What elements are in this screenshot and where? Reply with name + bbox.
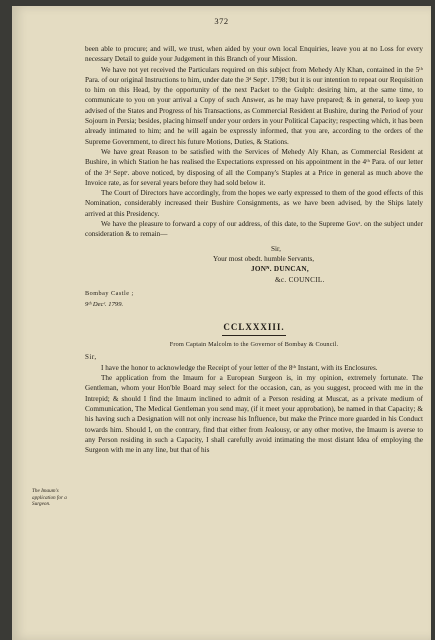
letter-date: 9ᵗʰ Decʳ. 1799. [85, 300, 124, 308]
letter-salutation: Sir, [85, 353, 97, 362]
paragraph: We have not yet received the Particulars required on this subject from Mehedy Aly Khan, contained in the 5ᵗʰ Para. of our original Instructions to him, under date the 3ᵈ Septʳ. 1798; but it is our intention to repeat our Requisition to him on this Head, by the opportunity of the next Packet to the Gulph: desiring him, at the same time, to communicate to you on your arrival a Copy of such Answer, as he may have prepared; & in general, to keep you advised of the States and Progress of his Transactions, as Commercial Resident at Bushire, during the Period of your Sojourn in Persia; besides, placing himself under your orders in your Political Capacity; respecting which, it has been already intimated to him; and he will again be expressly informed, that you are, according to the orders of the Supreme Government, to direct his future Motions, Duties, & Stations. [85, 65, 423, 146]
paragraph: We have the pleasure to forward a copy of our address, of this date, to the Supreme Govᵗ. on the subject under consideration & to remain— [85, 220, 423, 239]
margin-note: The Imaum's application for a Surgeon. [32, 488, 67, 508]
letter-heading: From Captain Malcolm to the Governor of Bombay & Council. [169, 341, 339, 349]
paragraph: The Court of Directors have accordingly, from the hopes we early expressed to them of the good effects of this Nomination, considerably increased their Bushire Consignments, as we have been advised, by the Ships lately arrived at this Presidency. [85, 189, 423, 218]
signature-salutation: Sir, [271, 244, 281, 253]
signature-closing: Your most obedt. humble Servants, [213, 255, 315, 264]
page-body [85, 44, 423, 455]
signature-council: &c. COUNCIL. [275, 275, 325, 284]
paragraph: I have the honor to acknowledge the Receipt of your letter of the 8ᵗʰ Instant, with its Enclosures. [101, 363, 378, 372]
book-page [12, 6, 431, 640]
signature-block [85, 244, 423, 286]
divider [222, 335, 286, 336]
page-number: 372 [214, 16, 229, 26]
paragraph: We have great Reason to be satisfied with the Services of Mehedy Aly Khan, as Commercial Resident at Bushire, in which Station he has realised the Expectations expressed on his appointment in the 4ᵗʰ Para. of our letter of the 3ᵈ Septʳ. above noticed, by disposing of all the Company's Staples at a Price in general as much above the Invoice rate, as for several years before they had sold below it. [85, 147, 423, 187]
letter-number: CCLXXXIII. [223, 321, 285, 332]
paragraph: The application from the Imaum for a European Surgeon is, in my opinion, extremely fortunate. The Gentleman, whom your Hon'ble Board may select for the occasion, can, as you suggest, proceed with me in the Intrepid; & should I find the Imaum inclined to admit of a Person residing at Muscat, as a private medium of Communication, The Medical Gentleman you send may, (if it meet your approbation), be named in that Capacity; & his having such a Designation will not only increase his Influence, but make the Prince more guarded in his Conduct towards him. Should I, on the contrary, find that either from Jealousy, or any other motive, the Imaum is averse to any Person residing in such a Capacity, I shall carefully avoid intimating the most distant Idea of employing the Surgeon with me in any line, but that of his [85, 374, 423, 455]
letter-place: Bombay Castle ; [85, 290, 134, 298]
paragraph: been able to procure; and will, we trust, when aided by your own local Enquiries, leave you at no Loss for every necessary Detail to guide your Judgement in this Branch of your Mission. [85, 45, 423, 64]
signature-name: JONᴺ. DUNCAN, [251, 265, 309, 274]
